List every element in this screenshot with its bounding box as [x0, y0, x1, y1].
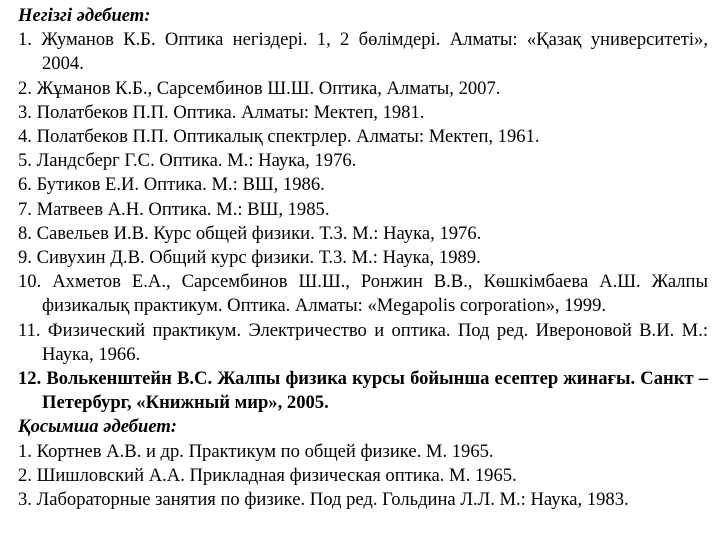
list-item: 1. Кортнев А.В. и др. Практикум по общей физике. М. 1965.	[18, 440, 494, 462]
list-item: 3. Полатбеков П.П. Оптика. Алматы: Мектеп, 1981.	[18, 101, 425, 123]
main-literature-heading: Негізгі әдебиет:	[18, 5, 151, 26]
list-item: 1. Жуманов К.Б. Оптика негіздері. 1, 2 бөлімдері. Алматы: «Қазақ университеті», 2004.	[18, 29, 708, 75]
list-item: 6. Бутиков Е.И. Оптика. М.: ВШ, 1986.	[18, 174, 325, 196]
list-item: 7. Матвеев А.Н. Оптика. М.: ВШ, 1985.	[18, 198, 330, 220]
main-literature-list	[18, 28, 708, 415]
list-item: 9. Сивухин Д.В. Общий курс физики. Т.3. М.: Наука, 1989.	[18, 247, 481, 269]
additional-literature-heading: Қосымша әдебиет:	[18, 416, 178, 438]
list-item: 5. Ландсберг Г.С. Оптика. М.: Наука, 1976.	[18, 150, 357, 172]
list-item: 4. Полатбеков П.П. Оптикалық спектрлер. Алматы: Мектеп, 1961.	[18, 126, 540, 148]
additional-literature-list	[18, 440, 708, 513]
list-item: 10. Ахметов Е.А., Сарсембинов Ш.Ш., Ронжин В.В., Көшкімбаева А.Ш. Жалпы физикалық практикум. Оптика. Алматы: «Megapolis corporation», 1999.	[18, 271, 708, 317]
list-item: 11. Физический практикум. Электричество и оптика. Под ред. Ивероновой В.И. М.: Наука, 1966.	[18, 319, 708, 365]
list-item: 2. Жұманов К.Б., Сарсембинов Ш.Ш. Оптика, Алматы, 2007.	[18, 77, 501, 99]
list-item: 12. Волькенштейн В.С. Жалпы физика курсы бойынша есептер жинағы. Санкт – Петербург, «Книжный мир», 2005.	[18, 368, 708, 414]
list-item: 2. Шишловский А.А. Прикладная физическая оптика. М. 1965.	[18, 464, 517, 486]
list-item: 3. Лабораторные занятия по физике. Под ред. Гольдина Л.Л. М.: Наука, 1983.	[18, 489, 629, 511]
list-item: 8. Савельев И.В. Курс общей физики. Т.3. М.: Наука, 1976.	[18, 222, 482, 244]
